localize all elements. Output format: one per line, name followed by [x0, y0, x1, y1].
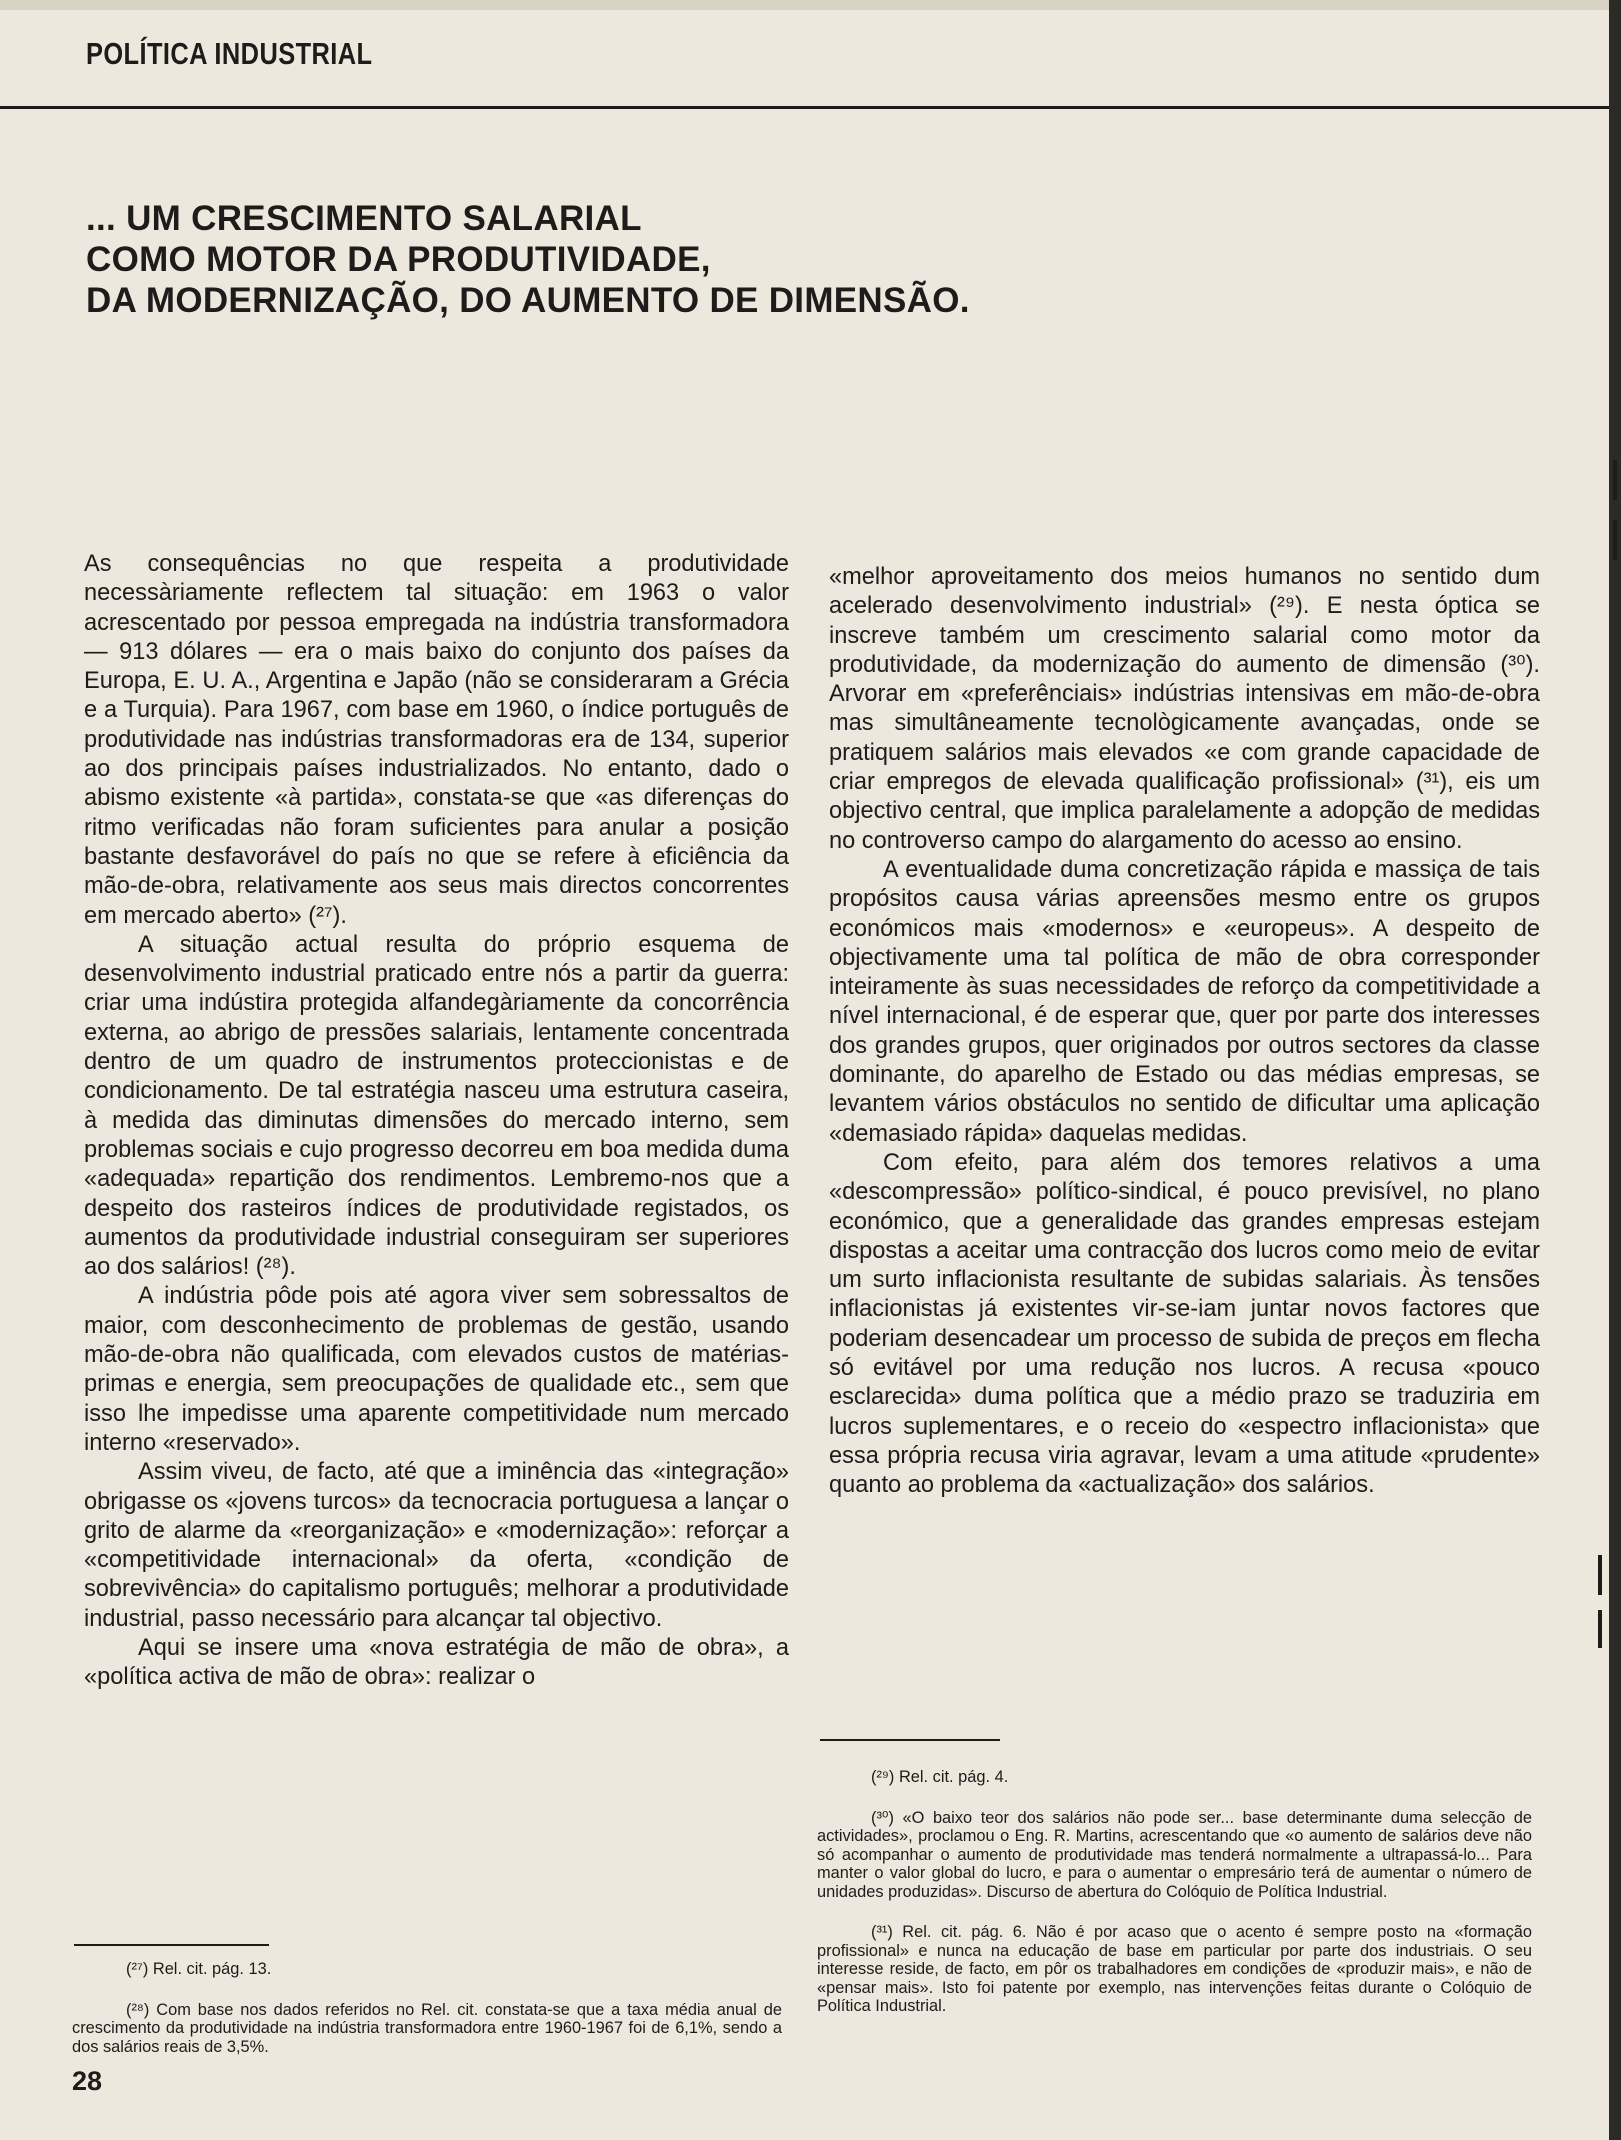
footnotes-right: [817, 1768, 1532, 2038]
footnotes-left: [72, 1960, 782, 2078]
body-paragraph: A eventualidade duma concretização rápida e massiça de tais propósitos causa várias apreensões mesmo entre os grupos económicos mais «modernos» e «europeus». A despeito de objectivamente uma tal política de mão de obra corresponder inteiramente às suas necessidades de reforço da competitividade a nível internacional, é de esperar que, quer por parte dos interesses dos grandes grupos, quer originados por outros sectores da classe dominante, do aparelho de Estado ou das médias empresas, se levantem vários obstáculos no sentido de dificultar uma aplicação «demasiado rápida» daquelas medidas.: [829, 856, 1540, 1147]
left-column: [84, 550, 789, 1693]
footnote: (²⁹) Rel. cit. pág. 4.: [871, 1768, 1009, 1786]
footnote: (²⁸) Com base nos dados referidos no Rel. cit. constata-se que a taxa média anual de crescimento da produtividade na indústria transformadora entre 1960-1967 foi de 6,1%, sendo a dos salários reais de 3,5%.: [72, 2000, 782, 2056]
body-paragraph: Com efeito, para além dos temores relativos a uma «descompressão» político-sindical, é pouco previsível, no plano económico, que a generalidade das grandes empresas estejam dispostas a aceitar uma contracção dos lucros como meio de evitar um surto inflacionista resultante de subidas salariais. Às tensões inflacionistas já existentes vir-se-iam juntar novos factores que poderiam desencadear um processo de subida de preços em flecha só evitável por uma redução nos lucros. A recusa «pouco esclarecida» duma política que a médio prazo se traduziria em lucros suplementares, e o receio do «espectro inflacionista» que essa própria recusa viria agravar, levam a uma atitude «prudente» quanto ao problema da «actualização» dos salários.: [829, 1149, 1540, 1499]
headline-line: DA MODERNIZAÇÃO, DO AUMENTO DE DIMENSÃO.: [86, 281, 970, 320]
margin-mark: [1598, 1555, 1602, 1595]
body-paragraph: As consequências no que respeita a produtividade necessàriamente reflectem tal situação: em 1963 o valor acrescentado por pessoa empregada na indústria transformadora — 913 dólares — era o mais baixo do conjunto dos países da Europa, E. U. A., Argentina e Japão (não se consideraram a Grécia e a Turquia). Para 1967, com base em 1960, o índice português de produtividade nas indústrias transformadoras era de 134, superior ao dos principais países industrializados. No entanto, dado o abismo existente «à partida», constata-se que «as diferenças do ritmo verificadas não foram suficientes para anular a posição bastante desfavorável do país no que se refere à eficiência da mão-de-obra, relativamente aos seus mais directos concorrentes em mercado aberto» (²⁷).: [84, 551, 789, 929]
margin-mark: [1613, 520, 1617, 560]
margin-mark: [1598, 1610, 1602, 1648]
section-label: POLÍTICA INDUSTRIAL: [86, 36, 373, 71]
body-paragraph: A indústria pôde pois até agora viver sem sobressaltos de maior, com desconhecimento de problemas de gestão, usando mão-de-obra não qualificada, com elevados custos de matérias-primas e energia, sem preocupações de qualidade etc., sem que isso lhe impedisse uma aparente competitividade num mercado interno «reservado».: [84, 1283, 789, 1456]
footnote: (³⁰) «O baixo teor dos salários não pode ser... base determinante duma selecção de actividades», proclamou o Eng. R. Martins, acrescentando que «o aumento de salários deve não só acompanhar o aumento de produtividade mas tenderá normalmente a ultrapassá-lo... Para manter o valor global do lucro, e para o aumentar o empresário terá de aumentar o número de unidades produzidas». Discurso de abertura do Colóquio de Política Industrial.: [817, 1808, 1532, 1901]
headline: [86, 198, 1086, 321]
footnote: (²⁷) Rel. cit. pág. 13.: [126, 1960, 272, 1978]
headline-line: ... UM CRESCIMENTO SALARIAL: [86, 199, 642, 238]
body-paragraph: Aqui se insere uma «nova estratégia de mão de obra», a «política activa de mão de obra»: realizar o: [84, 1634, 789, 1691]
footnote-rule: [74, 1944, 269, 1946]
headline-line: COMO MOTOR DA PRODUTIVIDADE,: [86, 240, 711, 279]
margin-mark: [1613, 460, 1617, 500]
page-top-edge: [0, 0, 1621, 10]
body-paragraph: Assim viveu, de facto, até que a iminência das «integração» obrigasse os «jovens turcos» da tecnocracia portuguesa a lançar o grito de alarme da «reorganização» e «modernização»: reforçar a «competitividade internacional» da oferta, «condição de sobrevivência» do capitalismo português; melhorar a produtividade industrial, passo necessário para alcançar tal objectivo.: [84, 1459, 789, 1632]
body-paragraph: «melhor aproveitamento dos meios humanos no sentido dum acelerado desenvolvimento industrial» (²⁹). E nesta óptica se inscreve também um crescimento salarial como motor da produtividade, da modernização do aumento de dimensão (³⁰). Arvorar em «preferênciais» indústrias intensivas em mão-de-obra mas simultâneamente tecnològicamente avançadas, onde se pratiquem salários mais elevados «e com grande capacidade de criar empregos de elevada qualificação profissional» (³¹), eis um objectivo central, que implica paralelamente a adopção de medidas no controverso campo do alargamento do acesso ao ensino.: [829, 564, 1540, 854]
header-rule: [0, 106, 1609, 109]
page-number: 28: [72, 2066, 103, 2096]
body-paragraph: A situação actual resulta do próprio esquema de desenvolvimento industrial praticado entre nós a partir da guerra: criar uma indústira protegida alfandegàriamente da concorrência externa, ao abrigo de pressões salariais, lentamente concentrada dentro de um quadro de instrumentos proteccionistas e de condicionamento. De tal estratégia nasceu uma estrutura caseira, à medida das diminutas dimensões do mercado interno, sem problemas sociais e cujo progresso decorreu em boa medida duma «adequada» repartição dos rendimentos. Lembremo-nos que a despeito dos rasteiros índices de produtividade registados, os aumentos da produtividade industrial conseguiram ser superiores ao dos salários! (²⁸).: [84, 931, 789, 1281]
right-column: [829, 563, 1540, 1501]
page-right-edge: [1609, 0, 1621, 2140]
footnote-rule: [820, 1739, 1000, 1741]
footnote: (³¹) Rel. cit. pág. 6. Não é por acaso que o acento é sempre posto na «formação profissional» e nunca na educação de base em particular por parte dos industriais. O seu interesse reside, de facto, em pôr os trabalhadores em condições de «produzir mais», e não de «pensar mais». Isto foi patente por exemplo, nas intervenções feitas durante o Colóquio de Política Industrial.: [817, 1923, 1532, 2015]
